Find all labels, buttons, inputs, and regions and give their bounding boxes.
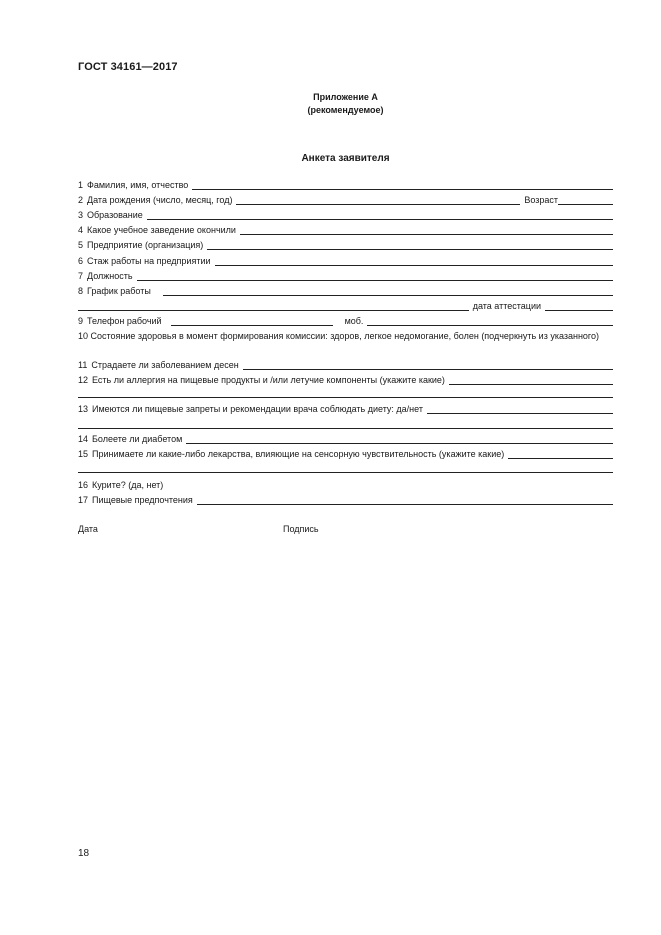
standard-code: ГОСТ 34161—2017 xyxy=(78,61,178,73)
work-schedule-line[interactable] xyxy=(163,295,613,296)
field-label: Страдаете ли заболеванием десен xyxy=(91,360,239,370)
field-row-smoking xyxy=(78,478,613,491)
signature-label: Подпись xyxy=(283,524,319,534)
field-label: Какое учебное заведение окончили xyxy=(87,225,236,235)
medications-line-continued[interactable] xyxy=(78,472,613,473)
field-label: Курите? (да, нет) xyxy=(92,480,164,490)
field-row-allergy xyxy=(78,373,613,386)
field-row-diabetes xyxy=(78,432,613,445)
field-row-institution xyxy=(78,223,613,236)
mobile-phone-label: моб. xyxy=(344,316,364,326)
allergy-line-continued[interactable] xyxy=(78,397,613,398)
field-row-birth-date xyxy=(78,193,613,206)
position-line[interactable] xyxy=(137,280,613,281)
field-row-position xyxy=(78,269,613,282)
diabetes-line[interactable] xyxy=(186,443,613,444)
field-number: 1 xyxy=(78,180,84,190)
age-label: Возраст xyxy=(524,195,558,205)
field-label: Болеете ли диабетом xyxy=(92,434,183,444)
field-label: Стаж работы на предприятии xyxy=(87,256,211,266)
field-number: 5 xyxy=(78,240,84,250)
field-label: Телефон рабочий xyxy=(87,316,162,326)
form-title: Анкета заявителя xyxy=(301,153,390,164)
field-row-gum-disease xyxy=(78,358,613,371)
field-label: Образование xyxy=(87,210,143,220)
field-number: 6 xyxy=(78,256,84,266)
food-preferences-line[interactable] xyxy=(197,504,613,505)
certification-date-label: дата аттестации xyxy=(472,301,541,311)
age-line[interactable] xyxy=(558,204,613,205)
field-number: 17 xyxy=(78,495,89,505)
medications-line[interactable] xyxy=(508,458,613,459)
field-number: 2 xyxy=(78,195,84,205)
field-label: Имеются ли пищевые запреты и рекомендации врача соблюдать диету: да/нет xyxy=(92,404,423,414)
field-row-organization xyxy=(78,238,613,251)
field-number: 14 xyxy=(78,434,89,444)
annex-subtitle: (рекомендуемое) xyxy=(307,105,384,115)
page-number: 18 xyxy=(78,848,90,859)
field-row-work-schedule xyxy=(78,284,613,297)
gum-disease-line[interactable] xyxy=(243,369,613,370)
field-row-diet-restrictions xyxy=(78,402,613,415)
field-number: 16 xyxy=(78,480,89,490)
field-label: Пищевые предпочтения xyxy=(92,495,193,505)
field-label: Фамилия, имя, отчество xyxy=(87,180,189,190)
field-label: График работы xyxy=(87,286,151,296)
field-number: 13 xyxy=(78,404,89,414)
field-number: 9 xyxy=(78,316,84,326)
field-number: 8 xyxy=(78,286,84,296)
allergy-line[interactable] xyxy=(449,384,613,385)
field-number: 12 xyxy=(78,375,89,385)
field-row-phone xyxy=(78,314,613,327)
organization-line[interactable] xyxy=(207,249,613,250)
field-number: 7 xyxy=(78,271,84,281)
annex-title: Приложение А xyxy=(313,92,378,102)
mobile-phone-line[interactable] xyxy=(367,325,613,326)
field-number: 4 xyxy=(78,225,84,235)
diet-restrictions-line-continued[interactable] xyxy=(78,428,613,429)
field-number: 3 xyxy=(78,210,84,220)
field-number: 11 xyxy=(78,360,88,370)
field-label: Предприятие (организация) xyxy=(87,240,204,250)
full-name-line[interactable] xyxy=(192,189,613,190)
certification-date-line[interactable] xyxy=(545,310,613,311)
field-number: 15 xyxy=(78,449,89,459)
institution-line[interactable] xyxy=(240,234,613,235)
education-line[interactable] xyxy=(147,219,613,220)
work-phone-line[interactable] xyxy=(171,325,333,326)
field-label: Должность xyxy=(87,271,133,281)
work-schedule-line-continued[interactable] xyxy=(78,310,469,311)
work-experience-line[interactable] xyxy=(215,265,614,266)
field-row-medications xyxy=(78,447,613,460)
field-label: Есть ли аллергия на пищевые продукты и /или летучие компоненты (укажите какие) xyxy=(92,375,445,385)
field-row-work-experience xyxy=(78,254,613,267)
annex-heading xyxy=(0,91,661,117)
date-label: Дата xyxy=(78,524,98,534)
field-label: Дата рождения (число, месяц, год) xyxy=(87,195,233,205)
field-row-education xyxy=(78,208,613,221)
field-label: Принимаете ли какие-либо лекарства, влияющие на сенсорную чувствительность (укажите какие) xyxy=(92,449,505,459)
field-row-food-preferences xyxy=(78,493,613,506)
diet-restrictions-line[interactable] xyxy=(427,413,613,414)
field-row-certification-date xyxy=(78,299,613,312)
birth-date-line[interactable] xyxy=(236,204,520,205)
field-row-full-name xyxy=(78,178,613,191)
health-status-question: 10 Состояние здоровья в момент формирования комиссии: здоров, легкое недомогание, болен (подчеркнуть из указанного) xyxy=(78,331,600,341)
